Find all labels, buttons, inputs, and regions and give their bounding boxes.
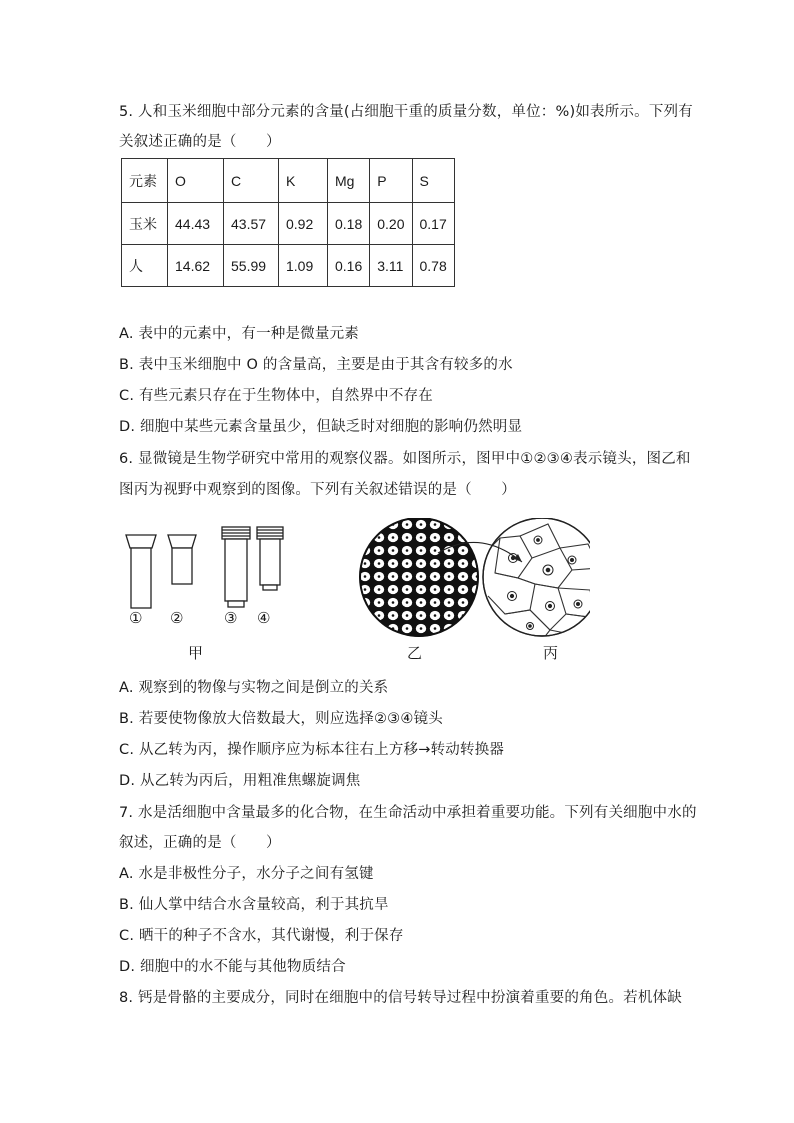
q6-stem-line1: 6. 显微镜是生物学研究中常用的观察仪器。如图所示，图甲中①②③④表示镜头，图乙和 bbox=[119, 451, 691, 467]
panel-label-jia: 甲 bbox=[188, 644, 204, 662]
q5-stem-line2: 关叙述正确的是（ ） bbox=[119, 134, 281, 150]
table-cell: 43.57 bbox=[224, 203, 279, 245]
table-row bbox=[122, 245, 455, 287]
table-cell: P bbox=[370, 159, 412, 203]
q7-option-c: C. 晒干的种子不含水，其代谢慢，利于保存 bbox=[119, 928, 404, 944]
q7-stem-line1: 7. 水是活细胞中含量最多的化合物，在生命活动中承担着重要功能。下列有关细胞中水的 bbox=[119, 805, 697, 821]
q7-option-b: B. 仙人掌中结合水含量较高，利于其抗旱 bbox=[119, 897, 389, 913]
q7-option-a: A. 水是非极性分子，水分子之间有氢键 bbox=[119, 866, 374, 882]
lens-label-2: ② bbox=[170, 609, 184, 627]
lens-3-icon bbox=[222, 527, 250, 607]
lens-2-icon bbox=[168, 535, 196, 584]
q7-option-d: D. 细胞中的水不能与其他物质结合 bbox=[119, 959, 346, 975]
table-cell: 人 bbox=[122, 245, 168, 287]
lens-4-icon bbox=[257, 527, 283, 590]
q5-option-c: C. 有些元素只存在于生物体中，自然界中不存在 bbox=[119, 388, 433, 404]
table-cell: 14.62 bbox=[168, 245, 224, 287]
field-of-view-yi bbox=[360, 518, 478, 636]
q6-stem-line2: 图丙为视野中观察到的图像。下列有关叙述错误的是（ ） bbox=[119, 482, 516, 498]
table-cell: Mg bbox=[328, 159, 370, 203]
table-cell: 3.11 bbox=[370, 245, 412, 287]
table-header-row bbox=[122, 159, 455, 203]
q5-option-a: A. 表中的元素中，有一种是微量元素 bbox=[119, 326, 359, 342]
table-cell: 元素 bbox=[122, 159, 168, 203]
table-cell: 0.92 bbox=[279, 203, 328, 245]
lens-label-4: ④ bbox=[257, 609, 271, 627]
table-cell: 1.09 bbox=[279, 245, 328, 287]
table-cell: 0.17 bbox=[412, 203, 454, 245]
table-cell: 44.43 bbox=[168, 203, 224, 245]
q6-option-c: C. 从乙转为丙，操作顺序应为标本往右上方移→转动转换器 bbox=[119, 742, 505, 758]
q5-option-d: D. 细胞中某些元素含量虽少，但缺乏时对细胞的影响仍然明显 bbox=[119, 419, 523, 435]
table-cell: S bbox=[412, 159, 454, 203]
q6-option-b: B. 若要使物像放大倍数最大，则应选择②③④镜头 bbox=[119, 711, 443, 727]
table-row bbox=[122, 203, 455, 245]
field-of-view-bing bbox=[480, 518, 590, 643]
q5-option-b: B. 表中玉米细胞中 O 的含量高，主要是由于其含有较多的水 bbox=[119, 357, 513, 373]
table-cell: C bbox=[224, 159, 279, 203]
table-cell: O bbox=[168, 159, 224, 203]
panel-label-bing: 丙 bbox=[543, 644, 559, 662]
table-cell: 0.18 bbox=[328, 203, 370, 245]
element-content-table bbox=[121, 158, 455, 287]
table-cell: 玉米 bbox=[122, 203, 168, 245]
panel-label-yi: 乙 bbox=[407, 644, 423, 662]
lens-label-3: ③ bbox=[224, 609, 238, 627]
table-cell: 55.99 bbox=[224, 245, 279, 287]
q8-stem-line1: 8. 钙是骨骼的主要成分，同时在细胞中的信号转导过程中扮演着重要的角色。若机体缺 bbox=[119, 990, 682, 1006]
lens-1-icon bbox=[126, 535, 156, 608]
table-cell: 0.20 bbox=[370, 203, 412, 245]
q5-stem-line1: 5. 人和玉米细胞中部分元素的含量(占细胞干重的质量分数，单位：%)如表所示。下列有 bbox=[119, 104, 693, 120]
table-cell: K bbox=[279, 159, 328, 203]
q6-option-a: A. 观察到的物像与实物之间是倒立的关系 bbox=[119, 680, 389, 696]
table-cell: 0.78 bbox=[412, 245, 454, 287]
q7-stem-line2: 叙述，正确的是（ ） bbox=[119, 835, 281, 851]
lens-label-1: ① bbox=[129, 609, 143, 627]
table-cell: 0.16 bbox=[328, 245, 370, 287]
q6-option-d: D. 从乙转为丙后，用粗准焦螺旋调焦 bbox=[119, 773, 361, 789]
